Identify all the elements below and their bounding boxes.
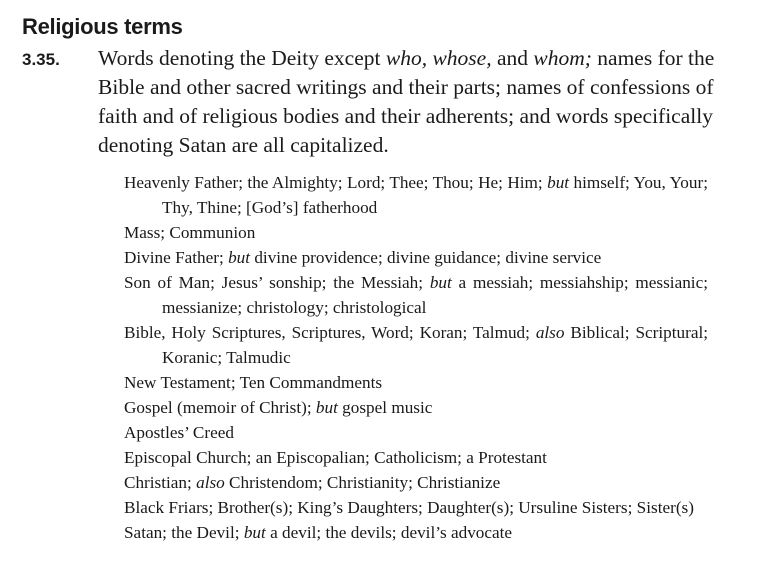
text-run: names for the Bible and other sacred writings and their parts; names of confessions of faith and of religious bodies and their adherents; and words specifically denoting Satan are all capitalized. xyxy=(98,46,715,157)
text-run: Biblical; Scriptural; Koranic; Talmudic xyxy=(162,323,708,367)
italic-text: but xyxy=(315,398,338,417)
text-run: Heavenly Father; the Almighty; Lord; Thee; Thou; He; Him; xyxy=(124,173,548,192)
text-run: Divine Father; xyxy=(124,248,229,267)
text-run: New Testament; Ten Commandments xyxy=(124,373,383,392)
text-run: divine providence; divine guidance; divine service xyxy=(250,248,602,267)
italic-text: but xyxy=(228,248,251,267)
text-run: and xyxy=(491,46,534,70)
text-run: Christian; xyxy=(124,473,197,492)
examples-list xyxy=(124,170,708,545)
example-line xyxy=(124,470,708,495)
text-run: Bible, Holy Scriptures, Scriptures, Word; Koran; Talmud; xyxy=(124,323,536,342)
rule-text xyxy=(98,44,718,160)
example-line xyxy=(124,420,708,445)
italic-text: but xyxy=(429,273,452,292)
section-heading: Religious terms xyxy=(22,14,183,39)
example-line xyxy=(124,170,708,220)
rule-number: 3.35. xyxy=(22,50,60,69)
example-line xyxy=(124,370,708,395)
italic-text: but xyxy=(547,173,570,192)
text-run: Son of Man; Jesus’ sonship; the Messiah; xyxy=(124,273,430,292)
example-line xyxy=(124,445,708,470)
text-run: Christendom; Christianity; Christianize xyxy=(224,473,501,492)
text-run: Black Friars; Brother(s); King’s Daughters; Daughter(s); Ursuline Sisters; Sister(s) xyxy=(124,498,694,517)
italic-text: also xyxy=(196,473,225,492)
text-run: Mass; Communion xyxy=(124,223,256,242)
example-line xyxy=(124,270,708,320)
text-run: Apostles’ Creed xyxy=(124,423,234,442)
text-run: Satan; the Devil; xyxy=(124,523,244,542)
text-run: Episcopal Church; an Episcopalian; Catholicism; a Protestant xyxy=(124,448,547,467)
text-run: Gospel (memoir of Christ); xyxy=(124,398,316,417)
example-line xyxy=(124,220,708,245)
text-run: a devil; the devils; devil’s advocate xyxy=(265,523,513,542)
example-line xyxy=(124,395,708,420)
italic-text: also xyxy=(535,323,565,342)
text-run: gospel music xyxy=(337,398,433,417)
example-line xyxy=(124,495,708,520)
italic-text: whom; xyxy=(533,46,592,70)
example-line xyxy=(124,320,708,370)
example-line xyxy=(124,245,708,270)
text-run: a messiah; messiahship; messianic; messianize; christology; christological xyxy=(162,273,708,317)
italic-text: but xyxy=(243,523,266,542)
text-run: himself; You, Your; Thy, Thine; [God’s] fatherhood xyxy=(162,173,708,217)
example-line xyxy=(124,520,708,545)
text-run: Words denoting the Deity except xyxy=(98,46,386,70)
italic-text: who, whose, xyxy=(385,46,492,70)
